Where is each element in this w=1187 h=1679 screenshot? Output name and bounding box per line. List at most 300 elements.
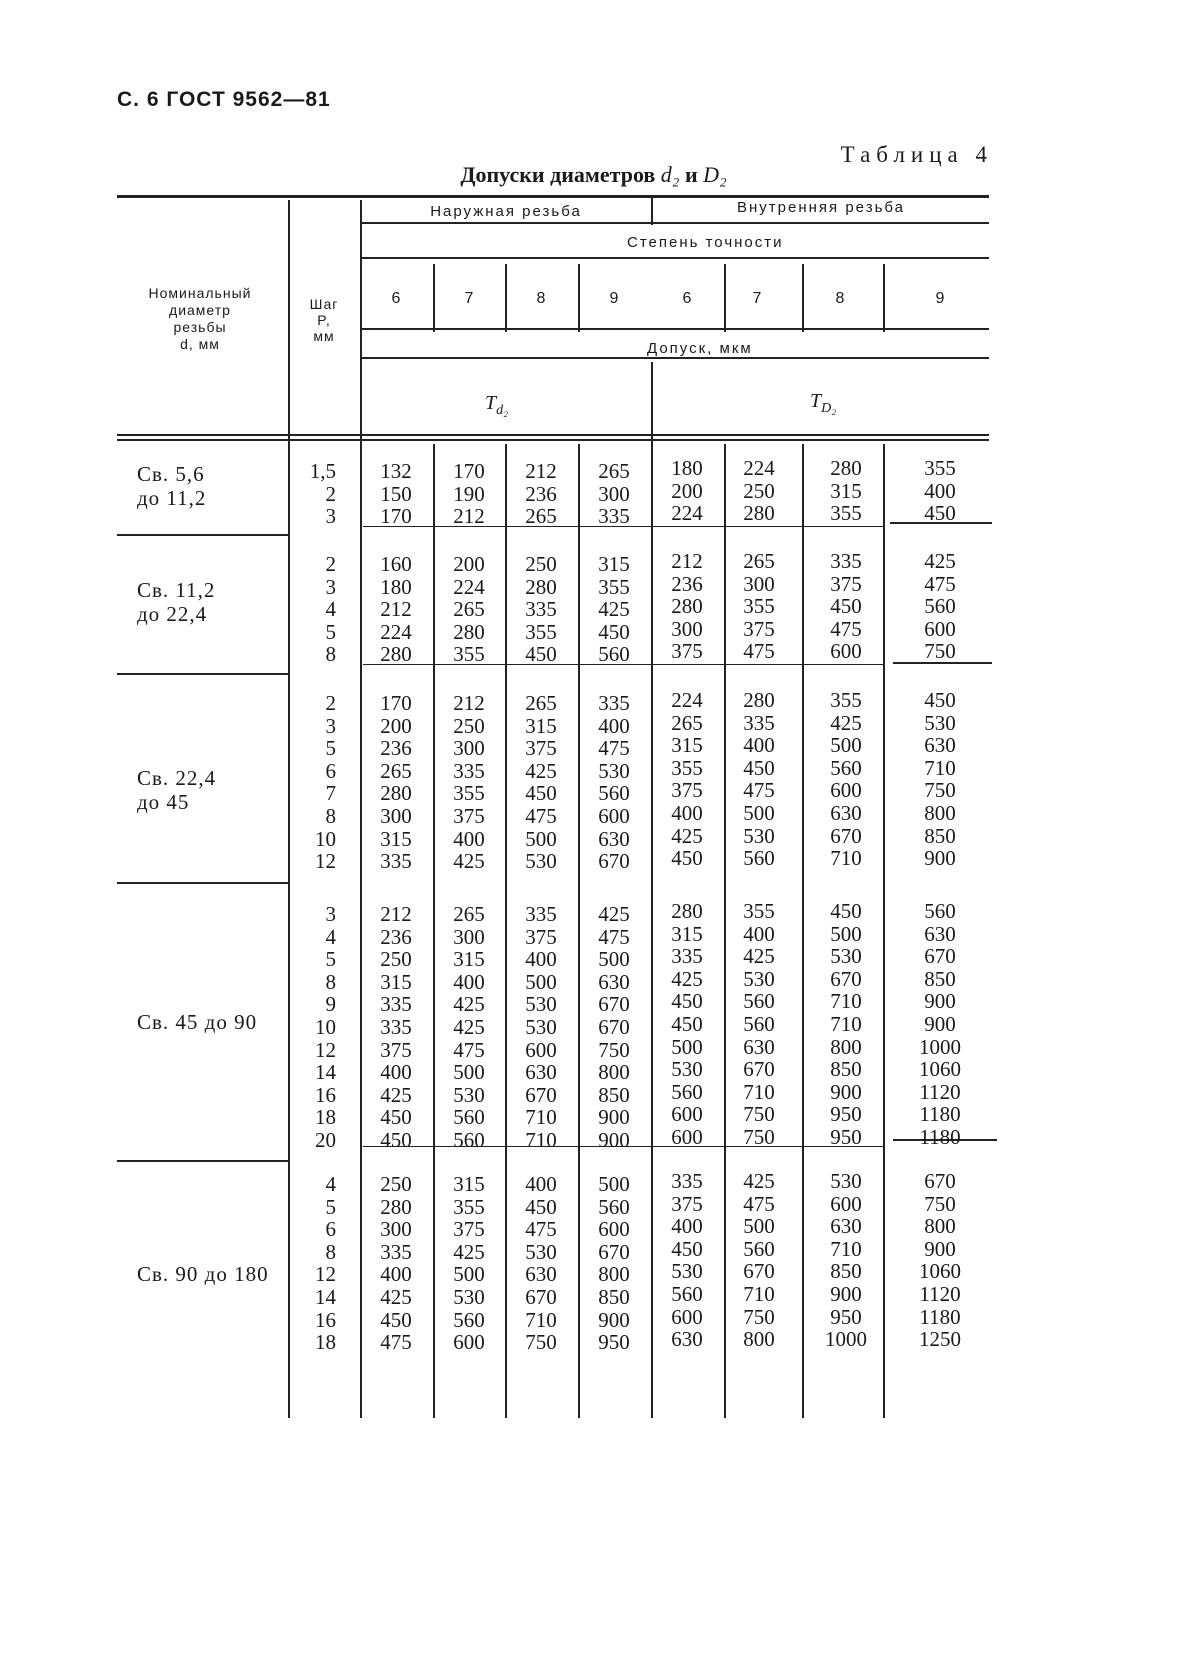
tolerance-cell: 315 [830,478,862,503]
tolerance-cell: 200 [671,478,703,503]
tolerance-cell: 280 [453,619,485,644]
tolerance-cell: 400 [671,800,703,825]
tolerance-cell: 315 [525,713,557,738]
td2-letter: T [485,392,497,414]
tolerance-cell: 500 [743,800,775,825]
tolerance-cell: 900 [924,1236,956,1261]
tolerance-cell: 670 [598,1239,630,1264]
tolerance-cell: 530 [830,944,862,969]
tolerance-cell: 375 [525,736,557,761]
group-separator [117,882,289,884]
tolerance-cell: 500 [525,969,557,994]
pitch-cell: 4 [325,1172,336,1196]
tolerance-cell: 450 [671,1011,703,1036]
tolerance-cell: 530 [671,1057,703,1082]
tolerance-cell: 335 [380,992,412,1017]
tolerance-cell: 224 [453,574,485,599]
tolerance-cell: 335 [525,902,557,926]
tolerance-cell: 630 [598,969,630,994]
tolerance-cell: 600 [598,803,630,828]
tolerance-cell: 560 [453,1105,485,1130]
tolerance-cell: 450 [525,642,557,667]
internal-tolerance-column [727,900,791,1149]
tolerance-cell: 530 [453,1284,485,1309]
tolerance-cell: 530 [525,849,557,874]
tolerance-cell: 475 [453,1037,485,1062]
internal-tolerance-column [655,457,719,525]
pitch-cell: 4 [325,597,336,622]
tolerance-cell: 950 [830,1304,862,1329]
tolerance-cell: 1180 [919,1102,961,1127]
divider-grade-header [578,264,580,332]
tolerance-cell: 900 [830,1281,862,1306]
external-tolerance-column [437,460,501,528]
tolerance-cell: 315 [598,552,630,576]
group-separator [117,673,289,675]
tolerance-cell: 425 [453,992,485,1017]
tolerance-cell: 300 [453,924,485,949]
internal-tolerance-column [814,1170,878,1351]
tolerance-cell: 530 [525,992,557,1017]
tolerance-cell: 355 [743,899,775,923]
tolerance-cell: 236 [380,924,412,949]
tolerance-cell: 530 [830,1169,862,1193]
tolerance-cell: 180 [671,456,703,480]
pitch-header-line: P, [317,312,331,328]
pitch-column [292,692,356,873]
divider-grade-column [724,444,726,1418]
internal-tolerance-column [727,689,791,870]
tolerance-cell: 850 [924,823,956,848]
tolerance-cell: 280 [380,1194,412,1219]
tolerance-cell: 630 [671,1327,703,1352]
pitch-cell: 2 [325,552,336,576]
tolerance-cell: 315 [453,1172,485,1196]
tolerance-cell: 475 [743,778,775,803]
tolerance-cell: 750 [743,1304,775,1329]
tolerance-cell: 315 [671,921,703,946]
internal-tolerance-column [655,900,719,1149]
divider-grade-header [802,264,804,332]
header-bottom-rule-double [117,439,989,441]
tolerance-cell: 560 [598,642,630,667]
divider-grade-column [433,444,435,1418]
tolerance-cell: 900 [924,989,956,1014]
tolerance-cell: 335 [830,549,862,573]
external-tolerance-column [364,1173,428,1354]
internal-tolerance-column [655,1170,719,1351]
tolerance-cell: 530 [598,758,630,783]
tolerance-cell: 425 [830,710,862,735]
tolerance-cell: 500 [598,1172,630,1196]
divider-grade-column [578,444,580,1418]
tolerance-cell: 224 [671,501,703,526]
tolerance-cell: 425 [453,1239,485,1264]
tolerance-cell: 900 [598,1127,630,1152]
tolerance-cell: 335 [380,1239,412,1264]
nominal-diameter-cell: до 45 [137,790,190,814]
internal-tolerance-column [727,550,791,663]
tolerance-cell: 670 [830,966,862,991]
tolerance-cell: 355 [525,619,557,644]
tolerance-cell: 560 [453,1307,485,1332]
internal-tolerance-column [814,457,878,525]
tolerance-cell: 670 [525,1082,557,1107]
tolerance-cell: 500 [671,1034,703,1059]
internal-tolerance-column [908,457,972,525]
tolerance-cell: 500 [830,921,862,946]
divider-grade-header [724,264,726,332]
divider-grade-header [505,264,507,332]
tolerance-cell: 425 [743,1169,775,1193]
tolerance-cell: 630 [830,800,862,825]
divider-pitch [360,200,362,1418]
tolerance-cell: 800 [830,1034,862,1059]
pitch-cell: 8 [325,803,336,828]
pitch-header-line: мм [313,328,335,344]
external-tolerance-column [509,460,573,528]
pitch-column [292,460,356,528]
tolerance-cell: 400 [453,826,485,851]
tolerance-cell: 280 [743,688,775,712]
tolerance-cell: 750 [525,1330,557,1355]
tolerance-cell: 475 [924,571,956,596]
tolerance-cell: 850 [598,1082,630,1107]
tolerance-cell: 710 [830,846,862,871]
tolerance-cell: 850 [830,1259,862,1284]
tolerance-cell: 710 [525,1127,557,1152]
tolerance-cell: 450 [671,846,703,871]
tolerance-cell: 710 [525,1105,557,1130]
tolerance-header: Допуск, мкм [647,340,753,357]
external-thread-header: Наружная резьба [430,203,582,220]
tolerance-cell: 300 [598,481,630,506]
divider-grade-column [505,444,507,1418]
pitch-cell: 14 [315,1284,336,1309]
nominal-diameter-cell: до 22,4 [137,602,208,626]
tolerance-cell: 425 [671,966,703,991]
tolerance-cell: 1120 [919,1281,961,1306]
tolerance-cell: 375 [525,924,557,949]
nominal-diameter-cell: Св. 22,4 [137,766,217,790]
accuracy-grade-label: 6 [682,290,692,307]
tolerance-cell: 400 [380,1262,412,1287]
external-tolerance-column [582,1173,646,1354]
group-separator [117,534,289,536]
tolerance-cell: 750 [924,1191,956,1216]
tolerance-cell: 1250 [919,1327,961,1352]
tolerance-cell: 500 [830,733,862,758]
tolerance-cell: 425 [924,549,956,573]
external-tolerance-column [437,903,501,1152]
tolerance-cell: 315 [671,733,703,758]
tolerance-cell: 450 [380,1105,412,1130]
tolerance-cell: 300 [743,571,775,596]
tolerance-cell: 670 [598,1014,630,1039]
external-tolerance-column [582,460,646,528]
accuracy-grade-label: 6 [391,290,401,307]
pitch-cell: 8 [325,1239,336,1264]
tolerance-cell: 710 [525,1307,557,1332]
external-tolerance-column [509,553,573,666]
tolerance-cell: 170 [380,691,412,715]
tolerance-cell: 500 [453,1262,485,1287]
tolerance-cell: 280 [671,899,703,923]
tolerance-cell: 475 [830,616,862,641]
tolerance-cell: 450 [924,501,956,526]
tolerance-cell: 425 [598,597,630,622]
tolerance-cell: 450 [525,781,557,806]
tolerance-cell: 400 [380,1060,412,1085]
pitch-cell: 6 [325,758,336,783]
nominal-diameter-cell: Св. 45 до 90 [137,1010,258,1034]
tolerance-cell: 560 [830,755,862,780]
tolerance-cell: 212 [671,549,703,573]
group-separator [117,1160,289,1162]
tolerance-cell: 212 [525,459,557,483]
tolerance-cell: 236 [380,736,412,761]
tolerance-cell: 600 [671,1124,703,1149]
tolerance-cell: 600 [924,616,956,641]
tolerance-cell: 900 [924,846,956,871]
tolerance-cell: 1060 [919,1057,961,1082]
tolerance-cell: 600 [598,1217,630,1242]
tolerance-cell: 280 [525,574,557,599]
tolerance-cell: 375 [830,571,862,596]
tolerance-cell: 670 [598,992,630,1017]
tolerance-cell: 375 [671,1191,703,1216]
pitch-column [292,1173,356,1354]
tolerance-cell: 250 [743,478,775,503]
sub-rule-resba [362,222,989,224]
pitch-cell: 2 [325,691,336,715]
tolerance-cell: 560 [924,594,956,619]
tolerance-cell: 200 [453,552,485,576]
tolerance-cell: 600 [830,639,862,664]
tolerance-cell: 475 [598,924,630,949]
external-tolerance-column [509,1173,573,1354]
tolerance-cell: 670 [598,849,630,874]
tolerance-cell: 1060 [919,1259,961,1284]
tolerance-cell: 670 [924,944,956,969]
pitch-column [292,903,356,1152]
tolerance-cell: 236 [525,481,557,506]
internal-tolerance-column [908,900,972,1149]
tolerance-cell: 335 [380,849,412,874]
tolerance-cell: 280 [380,781,412,806]
tolerance-cell: 335 [671,944,703,969]
pitch-cell: 10 [315,1014,336,1039]
tolerance-cell: 400 [743,733,775,758]
pitch-cell: 12 [315,1262,336,1287]
tolerance-cell: 630 [525,1060,557,1085]
tolerance-cell: 250 [380,1172,412,1196]
tolerance-cell: 335 [380,1014,412,1039]
tolerance-cell: 800 [743,1327,775,1352]
tolerance-cell: 900 [924,1011,956,1036]
pitch-cell: 16 [315,1082,336,1107]
tolerance-cell: 375 [671,778,703,803]
table-top-rule [117,195,989,198]
tolerance-cell: 355 [453,1194,485,1219]
tolerance-cell: 600 [830,778,862,803]
tolerance-cell: 530 [671,1259,703,1284]
divider-grade-column [651,444,653,1418]
tolerance-cell: 530 [743,823,775,848]
tolerance-cell: 500 [598,947,630,972]
tolerance-cell: 750 [598,1037,630,1062]
tolerance-cell: 560 [743,1236,775,1261]
internal-tolerance-column [908,550,972,663]
tolerance-cell: 530 [453,1082,485,1107]
nominal-diameter-cell: Св. 90 до 180 [137,1262,269,1286]
sub-rule-grades [362,328,989,330]
tolerance-cell: 950 [830,1124,862,1149]
header-bottom-rule [117,434,989,436]
divider-grade-column [883,444,885,1418]
tolerance-cell: 180 [380,574,412,599]
tolerance-cell: 530 [743,966,775,991]
tolerance-cell: 600 [671,1304,703,1329]
pitch-cell: 16 [315,1307,336,1332]
tolerance-cell: 335 [743,710,775,735]
tolerance-cell: 850 [830,1057,862,1082]
tolerance-cell: 265 [453,902,485,926]
tolerance-cell: 530 [924,710,956,735]
tolerance-cell: 265 [380,758,412,783]
tolerance-cell: 750 [743,1124,775,1149]
tolerance-cell: 450 [743,755,775,780]
accuracy-grade-label: 7 [464,290,474,307]
table-title-and: и [684,162,698,187]
table-title [0,162,1187,188]
tolerance-cell: 335 [525,597,557,622]
tolerance-cell: 355 [924,456,956,480]
tolerance-cell: 450 [671,989,703,1014]
nominal-diameter-header-line: диаметр [169,302,231,318]
external-tolerance-column [437,553,501,666]
tolerance-cell: 335 [598,504,630,529]
tD2-subscript: D₂ [821,401,837,416]
external-tolerance-column [509,692,573,873]
tolerance-cell: 355 [598,574,630,599]
pitch-cell: 3 [325,574,336,599]
tolerance-cell: 250 [525,552,557,576]
tolerance-cell: 560 [453,1127,485,1152]
tolerance-cell: 375 [380,1037,412,1062]
tolerance-cell: 425 [380,1082,412,1107]
tolerance-cell: 530 [525,1014,557,1039]
tolerance-cell: 475 [525,1217,557,1242]
pitch-cell: 10 [315,826,336,851]
tolerance-cell: 450 [830,899,862,923]
tolerance-cell: 450 [525,1194,557,1219]
tolerance-cell: 355 [743,594,775,619]
tolerance-cell: 400 [525,947,557,972]
internal-tolerance-column [814,900,878,1149]
pitch-cell: 18 [315,1105,336,1130]
tolerance-cell: 450 [924,688,956,712]
table-label: Таблица 4 [840,142,993,167]
accuracy-grade-label: 9 [935,290,945,307]
pitch-cell: 3 [325,504,336,529]
pitch-cell: 3 [325,902,336,926]
internal-tolerance-column [655,550,719,663]
pitch-cell: 9 [325,992,336,1017]
tolerance-cell: 170 [453,459,485,483]
tolerance-cell: 900 [830,1079,862,1104]
tolerance-cell: 400 [671,1214,703,1239]
pitch-cell: 8 [325,642,336,667]
tolerance-cell: 190 [453,481,485,506]
tolerance-cell: 475 [598,736,630,761]
tolerance-cell: 400 [453,969,485,994]
tolerance-cell: 630 [924,733,956,758]
pitch-cell: 5 [325,1194,336,1219]
tolerance-cell: 335 [598,691,630,715]
tolerance-cell: 475 [743,1191,775,1216]
tolerance-cell: 710 [743,1079,775,1104]
tolerance-cell: 560 [671,1281,703,1306]
tolerance-cell: 750 [743,1102,775,1127]
internal-thread-header: Внутренняя резьба [737,199,905,216]
tolerance-cell: 212 [453,691,485,715]
tolerance-cell: 450 [598,619,630,644]
external-tolerance-column [582,903,646,1152]
tolerance-cell: 212 [380,902,412,926]
external-tolerance-column [437,692,501,873]
divider-grade-header [883,264,885,332]
tolerance-cell: 265 [598,459,630,483]
tolerance-cell: 750 [924,639,956,664]
tD2-symbol [810,390,836,417]
tolerance-cell: 280 [830,456,862,480]
table-title-D: D₂ [703,162,727,187]
pitch-cell: 5 [325,619,336,644]
tolerance-cell: 212 [380,597,412,622]
pitch-cell: 18 [315,1330,336,1355]
tolerance-cell: 475 [525,803,557,828]
accuracy-grade-label: 7 [752,290,762,307]
tolerance-cell: 132 [380,459,412,483]
tolerance-cell: 335 [453,758,485,783]
tolerance-cell: 425 [453,1014,485,1039]
tolerance-cell: 425 [525,758,557,783]
tolerance-cell: 425 [671,823,703,848]
tolerance-cell: 850 [924,966,956,991]
tolerance-cell: 280 [671,594,703,619]
tolerance-cell: 950 [830,1102,862,1127]
tolerance-cell: 600 [830,1191,862,1216]
tolerance-cell: 475 [743,639,775,664]
tolerance-cell: 450 [380,1307,412,1332]
tolerance-cell: 300 [671,616,703,641]
external-tolerance-column [582,692,646,873]
page-header: С. 6 ГОСТ 9562—81 [117,88,331,111]
external-tolerance-column [509,903,573,1152]
tolerance-cell: 355 [830,688,862,712]
tolerance-cell: 375 [671,639,703,664]
tolerance-cell: 355 [830,501,862,526]
internal-tolerance-column [655,689,719,870]
tolerance-cell: 265 [525,691,557,715]
tolerance-cell: 315 [380,826,412,851]
tolerance-cell: 630 [525,1262,557,1287]
tolerance-cell: 375 [453,1217,485,1242]
internal-tolerance-column [727,457,791,525]
tolerance-cell: 355 [453,781,485,806]
external-tolerance-column [364,692,428,873]
